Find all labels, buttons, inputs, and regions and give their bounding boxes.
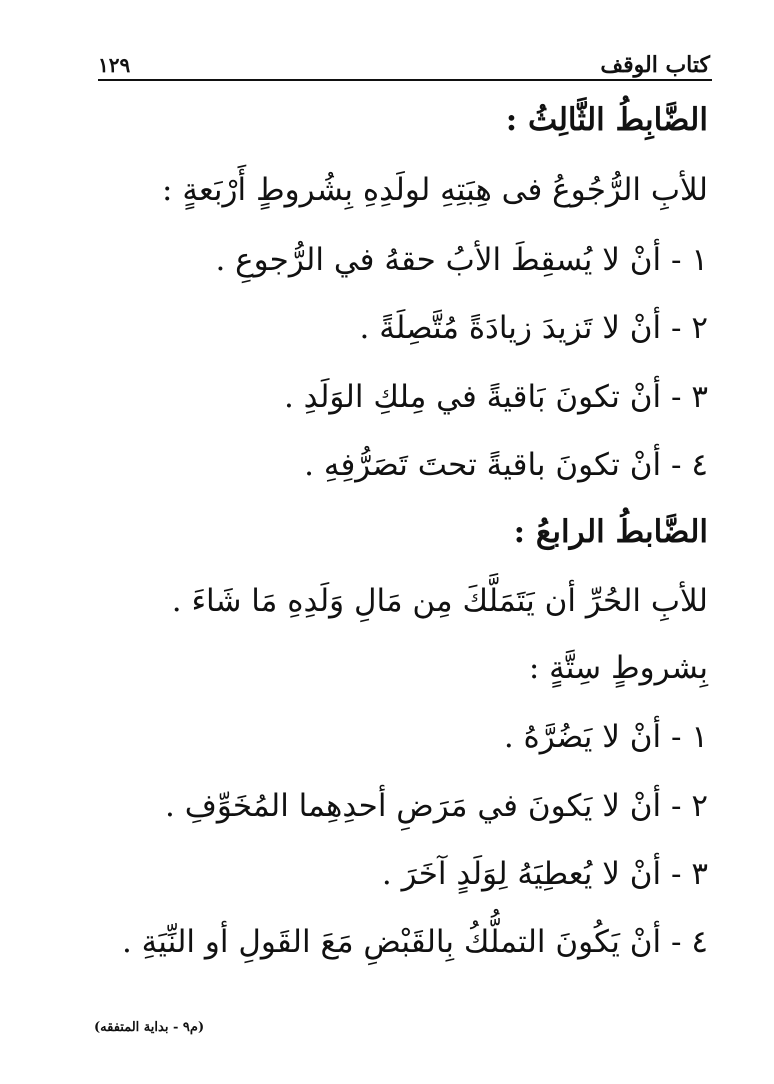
section-heading-third-rule: الضَّابِطُ الثَّالِثُ : [505,102,708,138]
page-header [98,44,710,80]
paragraph-line: بِشروطٍ سِتَّةٍ : [528,650,708,686]
list-item: ٣ - أنْ تكونَ بَاقيةً في مِلكِ الوَلَدِ . [283,379,708,415]
list-item: ٢ - أنْ لا يَكونَ في مَرَضِ أحدِهِما المُخَوِّفِ . [164,788,708,824]
list-item: ٤ - أنْ تكونَ باقيةً تحتَ تَصَرُّفِهِ . [304,447,708,483]
page-number: ١٢٩ [98,53,131,77]
book-title: كتاب الوقف [600,52,710,78]
list-item: ٣ - أنْ لا يُعطِيَهُ لِوَلَدٍ آخَرَ . [381,856,708,892]
list-item: ٢ - أنْ لا تَزيدَ زيادَةً مُتَّصِلَةً . [359,310,708,346]
footnote-signature: (م٩ - بداية المتفقه) [94,1020,205,1035]
list-item: ٤ - أنْ يَكُونَ التملُّكُ بِالقَبْضِ مَعَ القَولِ أو النِّيَةِ . [121,924,708,960]
paragraph-line: للأبِ الحُرِّ أن يَتَمَلَّكَ مِن مَالِ وَلَدِهِ مَا شَاءَ . [171,583,708,619]
paragraph-line: للأبِ الرُّجُوعُ فى هِبَتِهِ لولَدِهِ بِشُروطٍ أَرْبَعةٍ : [162,172,708,208]
list-item: ١ - أنْ لا يُسقِطَ الأبُ حقهُ في الرُّجوعِ . [215,242,708,278]
list-item: ١ - أنْ لا يَضُرَّهُ . [503,719,708,755]
section-heading-fourth-rule: الضَّابطُ الرابعُ : [513,514,708,550]
header-rule [98,79,712,81]
